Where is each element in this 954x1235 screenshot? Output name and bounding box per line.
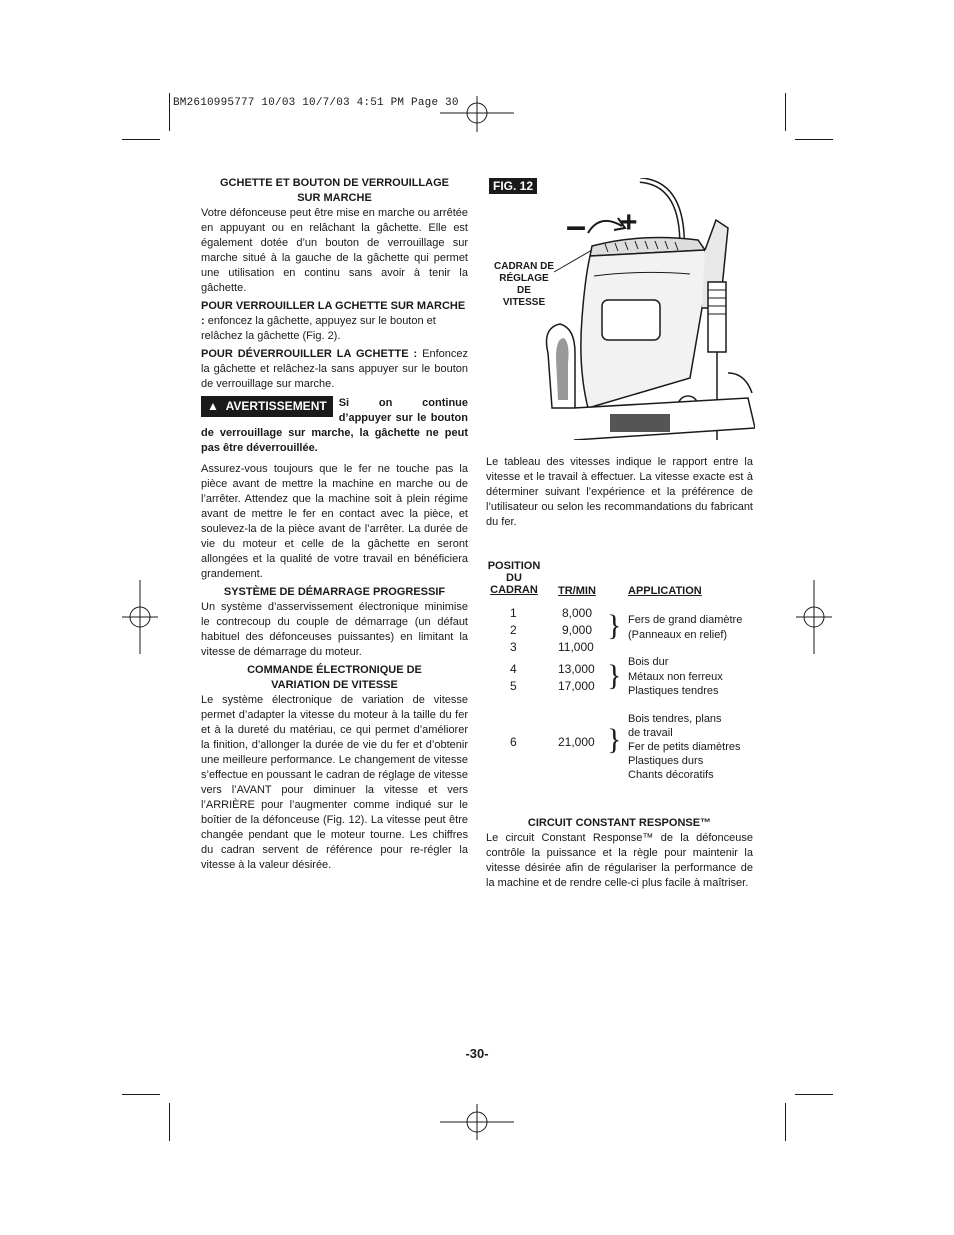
left-column — [201, 176, 468, 876]
plus-sign: + — [620, 206, 638, 239]
paragraph-unlock: POUR DÉVERROUILLER LA GCHETTE : Enfoncez la gâchette et relâchez-la sans appuyer sur le bouton de verrouillage sur marche. — [201, 348, 469, 390]
table-row-pos: 1 — [510, 606, 517, 620]
group-brace: } — [607, 659, 622, 692]
group-brace: } — [607, 609, 622, 642]
paragraph-circuit: Le circuit Constant Response™ de la défonceuse contrôle la puissance et la règle pour maintenir la vitesse désirée afin de régulariser la performance de la machine et de rendre celle-ci plus facile à maîtriser. — [486, 832, 753, 889]
heading-trigger-lock: GCHETTE ET BOUTON DE VERROUILLAGE SUR MARCHE — [220, 177, 449, 204]
paragraph-trigger-intro: Votre défonceuse peut être mise en marche ou arrêtée en appuyant ou en relâchant la gâchette. Elle est également dotée d’un bouton de verrouillage sur marche situé à la gauche de la gâchette qui permet une utilisation en continu sans avoir à tenir la gâchette. — [201, 207, 468, 294]
heading-speed-control: COMMANDE ÉLECTRONIQUE DE VARIATION DE VITESSE — [247, 664, 422, 691]
table-header-position: POSITION DU CADRAN — [487, 560, 541, 596]
table-header-rpm: TR/MIN — [558, 585, 596, 597]
minus-sign: – — [566, 205, 587, 246]
heading-soft-start: SYSTÈME DE DÉMARRAGE PROGRESSIF — [223, 586, 446, 598]
table-row-rpm: 17,000 — [558, 679, 595, 693]
application-group-2: Bois dur Métaux non ferreux Plastiques tendres — [628, 656, 723, 697]
table-row-rpm: 9,000 — [562, 623, 593, 637]
warning-triangle-icon: ▲ — [207, 399, 219, 413]
paragraph-soft-start: Un système d’asservissement électronique minimise le contrecoup du couple de démarrage (un défaut habituel des défonceuses puissantes) en limitant la vitesse de démarrage du moteur. — [201, 601, 468, 658]
paragraph-speed-table-intro: Le tableau des vitesses indique le rapport entre la vitesse et le travail à effectuer. La vitesse exacte est à déterminer suivant l’expérience et la préférence de l’utilisateur ou selon les recommandations du fabricant du fer. — [486, 456, 753, 528]
table-row-rpm: 13,000 — [558, 662, 595, 676]
table-row-rpm: 21,000 — [558, 735, 595, 749]
table-header-application: APPLICATION — [628, 585, 702, 597]
table-row-pos: 5 — [510, 679, 517, 693]
application-group-3: Bois tendres, plans de travail Fer de petits diamètres Plastiques durs Chants décoratifs — [628, 713, 741, 781]
warning-badge: ▲ AVERTISSEMENT — [201, 396, 333, 417]
print-slug: BM2610995777 10/03 10/7/03 4:51 PM Page 30 — [173, 97, 459, 109]
table-row-pos: 3 — [510, 640, 517, 654]
paragraph-operation: Assurez-vous toujours que le fer ne touche pas la pièce avant de mettre la machine en marche ou de l’arrêter. Attendez que la machine soit à plein régime avant de mettre le fer en contact avec la pièce, et soulevez-la de la pièce avant de l’arrêter. La durée de vie du moteur et celle de la gâchette en seront allongées et la qualité de votre travail en bénéficiera grandement. — [201, 463, 468, 580]
table-row-pos: 6 — [510, 735, 517, 749]
figure-callout: CADRAN DE RÉGLAGE DE VITESSE — [494, 261, 554, 308]
paragraph-lock: POUR VERROUILLER LA GCHETTE SUR MARCHE : enfoncez la gâchette, appuyez sur le bouton et relâchez la gâchette (Fig. 2). — [201, 300, 466, 342]
circuit-section — [486, 816, 753, 894]
heading-circuit: CIRCUIT CONSTANT RESPONSE™ — [527, 817, 712, 829]
router-illustration — [530, 178, 755, 440]
application-group-1: Fers de grand diamètre (Panneaux en relief) — [628, 614, 743, 641]
warning-block — [201, 396, 468, 456]
group-brace: } — [607, 723, 622, 756]
figure-label: FIG. 12 — [489, 178, 537, 194]
paragraph-speed-control: Le système électronique de variation de vitesse permet d’adapter la vitesse du moteur à la taille du fer et à la dureté du matériau, ce qui permet d’améliorer la finition, d’allonger la durée de vie du fer et d’obtenir une meilleure performance. Le changement de vitesse s’effectue en poussant le cadran de réglage de vitesse vers l’AVANT pour diminuer la vitesse et vers l’ARRIÈRE pour l’augmenter comme indiqué sur le boîtier de la défonceuse (Fig. 12). La vitesse peut être changée pendant que le moteur tourne. Les chiffres du cadran servent de référence pour re-régler la vitesse à la valeur désirée. — [201, 694, 468, 871]
table-row-rpm: 8,000 — [562, 606, 593, 620]
table-row-rpm: 11,000 — [558, 640, 594, 654]
table-row-pos: 2 — [510, 623, 517, 637]
table-row-pos: 4 — [510, 662, 517, 676]
warning-text: Si on continue d’appuyer sur le bouton de verrouillage sur marche, la gâchette ne peut pas être déverrouillée. — [201, 397, 468, 454]
page-number: -30- — [465, 1046, 489, 1061]
